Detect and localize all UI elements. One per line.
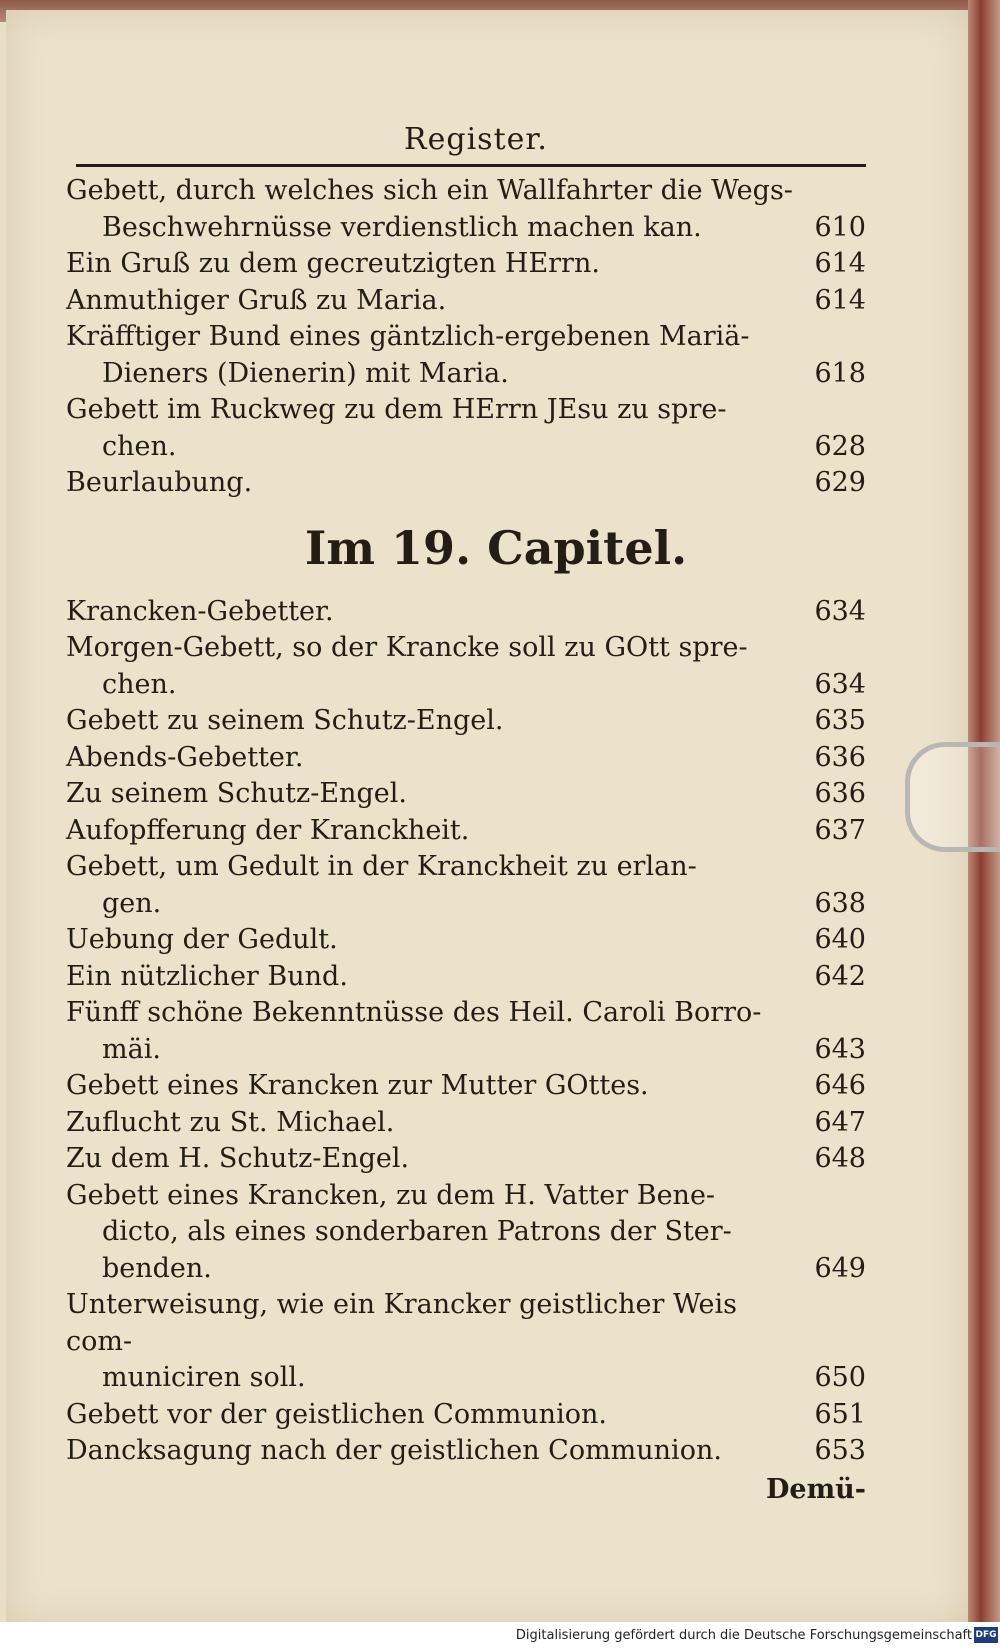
entry-page-number: 634 (814, 668, 866, 700)
entry-title (66, 995, 866, 1068)
entry-title-line: Morgen-Gebett, so der Krancke soll zu GOtt spre- (66, 632, 748, 663)
entry-title-line: gen. (102, 887, 162, 919)
entry-title-line: chen. (102, 668, 177, 700)
entry-title (66, 630, 866, 703)
entry-title-line: mäi. (102, 1033, 161, 1065)
entry-page-number: 640 (814, 924, 866, 955)
register-entry (66, 465, 866, 502)
entry-title-line: Gebett vor der geistlichen Communion. (66, 1398, 607, 1430)
register-entries-top (66, 173, 866, 502)
entry-title (66, 1141, 866, 1178)
register-entry (66, 1397, 866, 1434)
entry-page-number: 636 (814, 741, 866, 773)
entry-title-line: Kräfftiger Bund eines gäntzlich-ergebenen Mariä- (66, 321, 750, 352)
register-entry (66, 703, 866, 740)
entry-title-line: benden. (102, 1252, 212, 1284)
entry-title-line: Aufopfferung der Kranckheit. (66, 814, 470, 846)
entry-title (66, 319, 866, 392)
entry-page-number: 628 (814, 430, 866, 462)
entry-title-line: Dancksagung nach der geistlichen Communion. (66, 1435, 722, 1466)
register-entry (66, 392, 866, 465)
entry-title (66, 465, 866, 502)
entry-page-number: 643 (814, 1033, 866, 1065)
entry-title (66, 1287, 866, 1397)
entry-page-number: 642 (814, 960, 866, 992)
dfg-logo: DFG (974, 1627, 998, 1643)
register-entry (66, 776, 866, 813)
entry-title-line: Beschwehrnüsse verdienstlich machen kan. (102, 211, 702, 243)
chapter-heading: Im 19. Capitel. (304, 520, 688, 575)
register-entry (66, 922, 866, 959)
entry-page-number: 649 (814, 1252, 866, 1284)
running-head: Register. (404, 122, 548, 157)
entry-page-number: 635 (814, 705, 866, 736)
entry-title-line: Ein Gruß zu dem gecreutzigten HErrn. (66, 248, 600, 279)
entry-page-number: 614 (814, 248, 866, 279)
entry-title (66, 959, 866, 996)
register-entry (66, 319, 866, 392)
page-clip (905, 742, 1000, 852)
entry-title (66, 173, 866, 246)
entry-title-line: chen. (102, 430, 177, 462)
entry-title (66, 776, 866, 813)
register-entry (66, 813, 866, 850)
register-entries-bottom (66, 594, 866, 1470)
entry-title (66, 1105, 866, 1142)
entry-title-line: Ein nützlicher Bund. (66, 960, 348, 992)
entry-page-number: 636 (814, 778, 866, 809)
entry-page-number: 647 (814, 1106, 866, 1138)
entry-title (66, 1068, 866, 1105)
entry-title-line: Gebett zu seinem Schutz-Engel. (66, 705, 504, 736)
entry-title (66, 813, 866, 850)
entry-title-line: Abends-Gebetter. (66, 741, 304, 773)
register-entry (66, 740, 866, 777)
register-entry (66, 849, 866, 922)
entry-page-number: 610 (814, 211, 866, 243)
entry-title-line: Gebett eines Krancken, zu dem H. Vatter Bene- (66, 1179, 716, 1211)
entry-title-line: Gebett im Ruckweg zu dem HErrn JEsu zu spre- (66, 394, 727, 425)
entry-title (66, 283, 866, 320)
register-entry (66, 1287, 866, 1397)
entry-page-number: 614 (814, 284, 866, 316)
entry-page-number: 651 (814, 1398, 866, 1430)
register-entry (66, 594, 866, 631)
entry-title-line: dicto, als eines sonderbaren Patrons der Ster- (102, 1216, 732, 1247)
entry-page-number: 634 (814, 595, 866, 627)
entry-title-line: Fünff schöne Bekenntnüsse des Heil. Caroli Borro- (66, 997, 762, 1028)
entry-title-line: Dieners (Dienerin) mit Maria. (102, 357, 509, 389)
entry-page-number: 629 (814, 467, 866, 498)
register-entry (66, 630, 866, 703)
entry-page-number: 618 (814, 357, 866, 389)
entry-page-number: 638 (814, 887, 866, 919)
register-entry (66, 1141, 866, 1178)
entry-title-line: Unterweisung, wie ein Krancker geistlicher Weis com- (66, 1289, 737, 1357)
entry-title-line: Zu seinem Schutz-Engel. (66, 778, 407, 809)
entry-title (66, 703, 866, 740)
entry-title (66, 594, 866, 631)
entry-page-number: 648 (814, 1143, 866, 1174)
register-entry (66, 1433, 866, 1470)
entry-title-line: Zuflucht zu St. Michael. (66, 1106, 395, 1138)
entry-title-line: Krancken-Gebetter. (66, 595, 334, 627)
entry-page-number: 646 (814, 1070, 866, 1101)
entry-title-line: Uebung der Gedult. (66, 924, 338, 955)
register-entry (66, 1068, 866, 1105)
entry-title (66, 1178, 866, 1288)
entry-title-line: Gebett, um Gedult in der Kranckheit zu erlan- (66, 851, 697, 882)
register-entry (66, 1105, 866, 1142)
entry-title (66, 1397, 866, 1434)
entry-title-line: Beurlaubung. (66, 467, 253, 498)
entry-page-number: 650 (814, 1362, 866, 1393)
footer-bar (0, 1622, 1000, 1652)
entry-title-line: municiren soll. (102, 1362, 306, 1393)
page-content (66, 118, 866, 1510)
entry-title (66, 1433, 866, 1470)
register-entry (66, 959, 866, 996)
register-entry (66, 1178, 866, 1288)
entry-title-line: Gebett, durch welches sich ein Wallfahrter die Wegs- (66, 175, 793, 206)
entry-title-line: Zu dem H. Schutz-Engel. (66, 1143, 410, 1174)
entry-title-line: Anmuthiger Gruß zu Maria. (66, 284, 447, 316)
entry-title (66, 922, 866, 959)
catchword: Demü- (766, 1473, 866, 1505)
entry-title-line: Gebett eines Krancken zur Mutter GOttes. (66, 1070, 649, 1101)
book-page (6, 10, 968, 1625)
entry-page-number: 637 (814, 814, 866, 846)
entry-title (66, 849, 866, 922)
entry-page-number: 653 (814, 1435, 866, 1466)
register-entry (66, 246, 866, 283)
register-entry (66, 283, 866, 320)
entry-title (66, 246, 866, 283)
footer-credit: Digitalisierung gefördert durch die Deutsche Forschungsgemeinschaft (515, 1628, 972, 1643)
entry-title (66, 740, 866, 777)
header-rule (76, 164, 866, 167)
register-entry (66, 173, 866, 246)
entry-title (66, 392, 866, 465)
register-entry (66, 995, 866, 1068)
